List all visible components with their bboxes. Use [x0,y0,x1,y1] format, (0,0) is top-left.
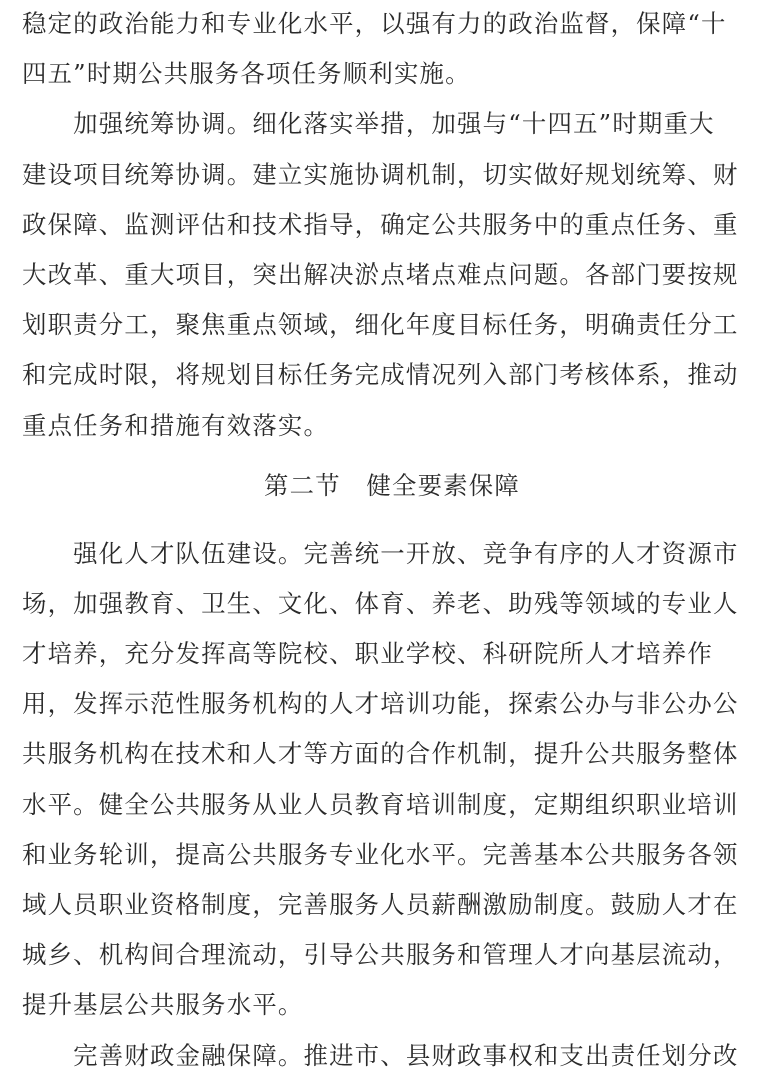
text-line: 强化人才队伍建设。完善统一开放、竞争有序的人才资源市 [22,538,739,568]
document-page [22,0,762,1081]
section-heading: 第二节 健全要素保障 [264,470,520,500]
text-line: 政保障、监测评估和技术指导，确定公共服务中的重点任务、重 [22,209,739,239]
text-line: 和完成时限，将规划目标任务完成情况列入部门考核体系，推动 [22,360,739,390]
text-line: 和业务轮训，提高公共服务专业化水平。完善基本公共服务各领 [22,839,739,869]
text-line: 才培养，充分发挥高等院校、职业学校、科研院所人才培养作 [22,639,713,669]
text-line: 完善财政金融保障。推进市、县财政事权和支出责任划分改 [22,1040,739,1070]
text-line: 划职责分工，聚焦重点领域，细化年度目标任务，明确责任分工 [22,310,739,340]
text-line: 提升基层公共服务水平。 [22,990,304,1020]
text-line: 城乡、机构间合理流动，引导公共服务和管理人才向基层流动， [22,940,739,970]
text-line: 域人员职业资格制度，完善服务人员薪酬激励制度。鼓励人才在 [22,890,739,919]
text-line: 场，加强教育、卫生、文化、体育、养老、助残等领域的专业人 [22,588,739,618]
text-line: 重点任务和措施有效落实。 [22,410,330,440]
text-line: 用，发挥示范性服务机构的人才培训功能，探索公办与非公办公 [22,689,739,719]
text-line: 水平。健全公共服务从业人员教育培训制度，定期组织职业培训 [22,789,739,819]
text-line: 建设项目统筹协调。建立实施协调机制，切实做好规划统筹、财 [22,159,739,189]
text-line: 加强统筹协调。细化落实举措，加强与“十四五”时期重大 [22,109,715,139]
text-line: 四五”时期公共服务各项任务顺利实施。 [22,59,471,89]
text-line: 共服务机构在技术和人才等方面的合作机制，提升公共服务整体 [22,739,739,769]
text-line: 稳定的政治能力和专业化水平，以强有力的政治监督，保障“十 [22,9,727,38]
text-line: 大改革、重大项目，突出解决淤点堵点难点问题。各部门要按规 [22,259,739,289]
